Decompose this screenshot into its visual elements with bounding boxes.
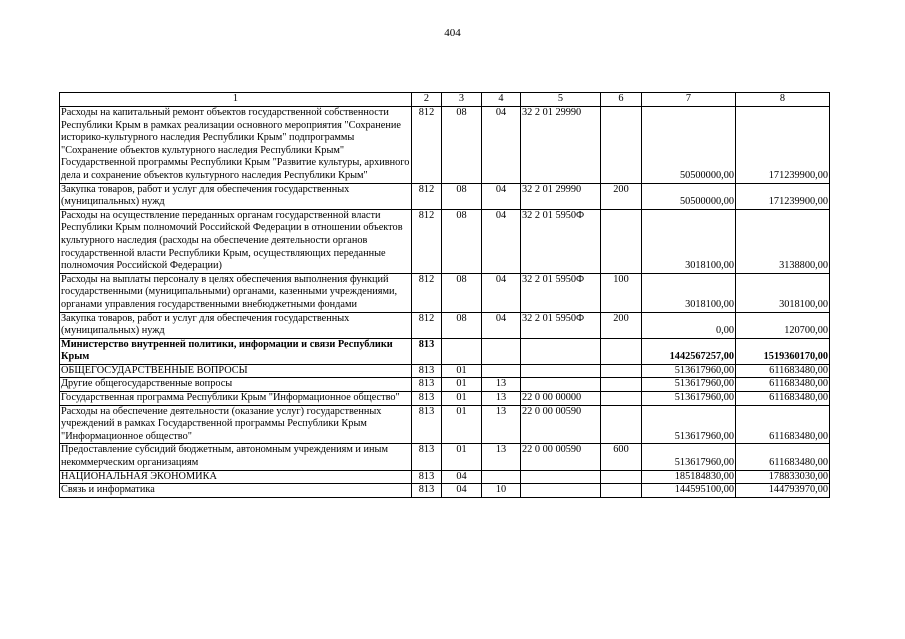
row-amount-year2: 611683480,00: [736, 364, 830, 378]
row-section-code: 01: [442, 364, 482, 378]
row-amount-year2: 171239900,00: [736, 107, 830, 184]
row-amount-year1: 0,00: [642, 312, 736, 338]
row-section-code: 08: [442, 183, 482, 209]
row-amount-year2: 171239900,00: [736, 183, 830, 209]
row-subsection-code: 04: [482, 273, 521, 312]
row-subsection-code: 13: [482, 378, 521, 392]
row-expense-type-code: [601, 405, 642, 444]
row-target-code: [521, 378, 601, 392]
page-number: 404: [444, 27, 461, 39]
row-name-cell: Закупка товаров, работ и услуг для обеспечения государственных (муниципальных) нужд: [60, 312, 412, 338]
row-amount-year1: 50500000,00: [642, 107, 736, 184]
table-row: [60, 444, 830, 470]
row-expense-type-code: [601, 209, 642, 273]
row-name-cell: ОБЩЕГОСУДАРСТВЕННЫЕ ВОПРОСЫ: [60, 364, 412, 378]
table-row: [60, 470, 830, 484]
row-expense-type-code: 600: [601, 444, 642, 470]
row-subsection-code: 13: [482, 444, 521, 470]
row-target-code: 22 0 00 00000: [521, 392, 601, 406]
row-section-code: 08: [442, 312, 482, 338]
row-expense-type-code: [601, 484, 642, 498]
row-amount-year1: 1442567257,00: [642, 338, 736, 364]
row-subsection-code: 04: [482, 183, 521, 209]
row-amount-year2: 144793970,00: [736, 484, 830, 498]
row-section-code: 08: [442, 273, 482, 312]
row-subsection-code: 04: [482, 209, 521, 273]
column-header-7: 7: [642, 93, 736, 107]
row-name-cell: Другие общегосударственные вопросы: [60, 378, 412, 392]
row-ministry-code: 813: [412, 378, 442, 392]
row-ministry-code: 812: [412, 209, 442, 273]
table-row: [60, 364, 830, 378]
row-section-code: 01: [442, 392, 482, 406]
row-target-code: [521, 338, 601, 364]
row-ministry-code: 812: [412, 312, 442, 338]
row-ministry-code: 813: [412, 364, 442, 378]
row-amount-year2: 3138800,00: [736, 209, 830, 273]
row-amount-year2: 611683480,00: [736, 378, 830, 392]
row-amount-year1: 513617960,00: [642, 444, 736, 470]
row-amount-year1: 513617960,00: [642, 378, 736, 392]
row-expense-type-code: 200: [601, 312, 642, 338]
row-section-code: 08: [442, 107, 482, 184]
row-subsection-code: 10: [482, 484, 521, 498]
row-section-code: 01: [442, 378, 482, 392]
column-header-3: 3: [442, 93, 482, 107]
row-ministry-code: 813: [412, 392, 442, 406]
row-section-code: 04: [442, 470, 482, 484]
row-amount-year1: 185184830,00: [642, 470, 736, 484]
row-section-code: 01: [442, 444, 482, 470]
table-row: [60, 484, 830, 498]
row-subsection-code: 13: [482, 405, 521, 444]
row-subsection-code: 04: [482, 312, 521, 338]
table-row: [60, 392, 830, 406]
table-row: [60, 183, 830, 209]
row-target-code: 32 2 01 5950Ф: [521, 273, 601, 312]
row-name-cell: Расходы на осуществление переданных органам государственной власти Республики Крым полномочий Российской Федерации в отношении объектов культурного наследия (расходы на обеспечение деятельности органов государственной власти Республики Крым, осуществляющих переданные полномочия Российской Федерации): [60, 209, 412, 273]
row-ministry-code: 813: [412, 444, 442, 470]
column-header-5: 5: [521, 93, 601, 107]
row-expense-type-code: [601, 392, 642, 406]
row-amount-year2: 178833030,00: [736, 470, 830, 484]
row-expense-type-code: [601, 378, 642, 392]
row-target-code: [521, 364, 601, 378]
row-amount-year2: 1519360170,00: [736, 338, 830, 364]
row-subsection-code: 04: [482, 107, 521, 184]
row-name-cell: Расходы на выплаты персоналу в целях обеспечения выполнения функций государственными (муниципальными) органами, казенными учреждениями, органами управления государственными внебюджетными фондами: [60, 273, 412, 312]
row-target-code: 32 2 01 5950Ф: [521, 312, 601, 338]
table-row: [60, 107, 830, 184]
row-name-cell: Связь и информатика: [60, 484, 412, 498]
row-amount-year2: 120700,00: [736, 312, 830, 338]
row-subsection-code: 13: [482, 392, 521, 406]
row-subsection-code: [482, 364, 521, 378]
row-ministry-code: 812: [412, 107, 442, 184]
row-ministry-code: 813: [412, 484, 442, 498]
column-header-8: 8: [736, 93, 830, 107]
row-target-code: 32 2 01 5950Ф: [521, 209, 601, 273]
row-target-code: [521, 470, 601, 484]
row-subsection-code: [482, 338, 521, 364]
row-ministry-code: 813: [412, 470, 442, 484]
row-amount-year2: 611683480,00: [736, 392, 830, 406]
row-amount-year1: 3018100,00: [642, 209, 736, 273]
row-name-cell: Закупка товаров, работ и услуг для обеспечения государственных (муниципальных) нужд: [60, 183, 412, 209]
row-ministry-code: 812: [412, 183, 442, 209]
column-header-2: 2: [412, 93, 442, 107]
row-section-code: [442, 338, 482, 364]
row-target-code: [521, 484, 601, 498]
table-header-row: [60, 93, 830, 107]
table-row: [60, 378, 830, 392]
row-ministry-code: 812: [412, 273, 442, 312]
row-amount-year1: 144595100,00: [642, 484, 736, 498]
row-expense-type-code: [601, 107, 642, 184]
table-row: [60, 338, 830, 364]
row-amount-year2: 611683480,00: [736, 405, 830, 444]
row-subsection-code: [482, 470, 521, 484]
row-amount-year1: 50500000,00: [642, 183, 736, 209]
column-header-4: 4: [482, 93, 521, 107]
column-header-1: 1: [60, 93, 412, 107]
row-target-code: 32 2 01 29990: [521, 107, 601, 184]
row-section-code: 08: [442, 209, 482, 273]
row-name-cell: НАЦИОНАЛЬНАЯ ЭКОНОМИКА: [60, 470, 412, 484]
row-amount-year1: 3018100,00: [642, 273, 736, 312]
row-name-cell: Расходы на капитальный ремонт объектов государственной собственности Республики Крым в рамках реализации основного мероприятия "Сохранение историко-культурного наследия Республики Крым" подпрограммы "Сохранение объектов культурного наследия Республики Крым" Государственной программы Республики Крым "Развитие культуры, архивного дела и сохранение объектов культурного наследия Республики Крым": [60, 107, 412, 184]
row-amount-year1: 513617960,00: [642, 405, 736, 444]
row-section-code: 04: [442, 484, 482, 498]
row-expense-type-code: 200: [601, 183, 642, 209]
row-expense-type-code: [601, 338, 642, 364]
table-row: [60, 273, 830, 312]
table-row: [60, 405, 830, 444]
row-amount-year1: 513617960,00: [642, 364, 736, 378]
row-ministry-code: 813: [412, 338, 442, 364]
row-amount-year2: 611683480,00: [736, 444, 830, 470]
row-target-code: 22 0 00 00590: [521, 405, 601, 444]
row-name-cell: Государственная программа Республики Крым "Информационное общество": [60, 392, 412, 406]
table-row: [60, 209, 830, 273]
row-amount-year2: 3018100,00: [736, 273, 830, 312]
row-name-cell: Предоставление субсидий бюджетным, автономным учреждениям и иным некоммерческим организациям: [60, 444, 412, 470]
row-target-code: 32 2 01 29990: [521, 183, 601, 209]
column-header-6: 6: [601, 93, 642, 107]
row-expense-type-code: [601, 364, 642, 378]
table-row: [60, 312, 830, 338]
row-section-code: 01: [442, 405, 482, 444]
row-amount-year1: 513617960,00: [642, 392, 736, 406]
row-name-cell: Расходы на обеспечение деятельности (оказание услуг) государственных учреждений в рамках Государственной программы Республики Крым "Информационное общество": [60, 405, 412, 444]
budget-table: [59, 92, 830, 498]
row-expense-type-code: 100: [601, 273, 642, 312]
row-ministry-code: 813: [412, 405, 442, 444]
row-name-cell: Министерство внутренней политики, информации и связи Республики Крым: [60, 338, 412, 364]
row-expense-type-code: [601, 470, 642, 484]
row-target-code: 22 0 00 00590: [521, 444, 601, 470]
